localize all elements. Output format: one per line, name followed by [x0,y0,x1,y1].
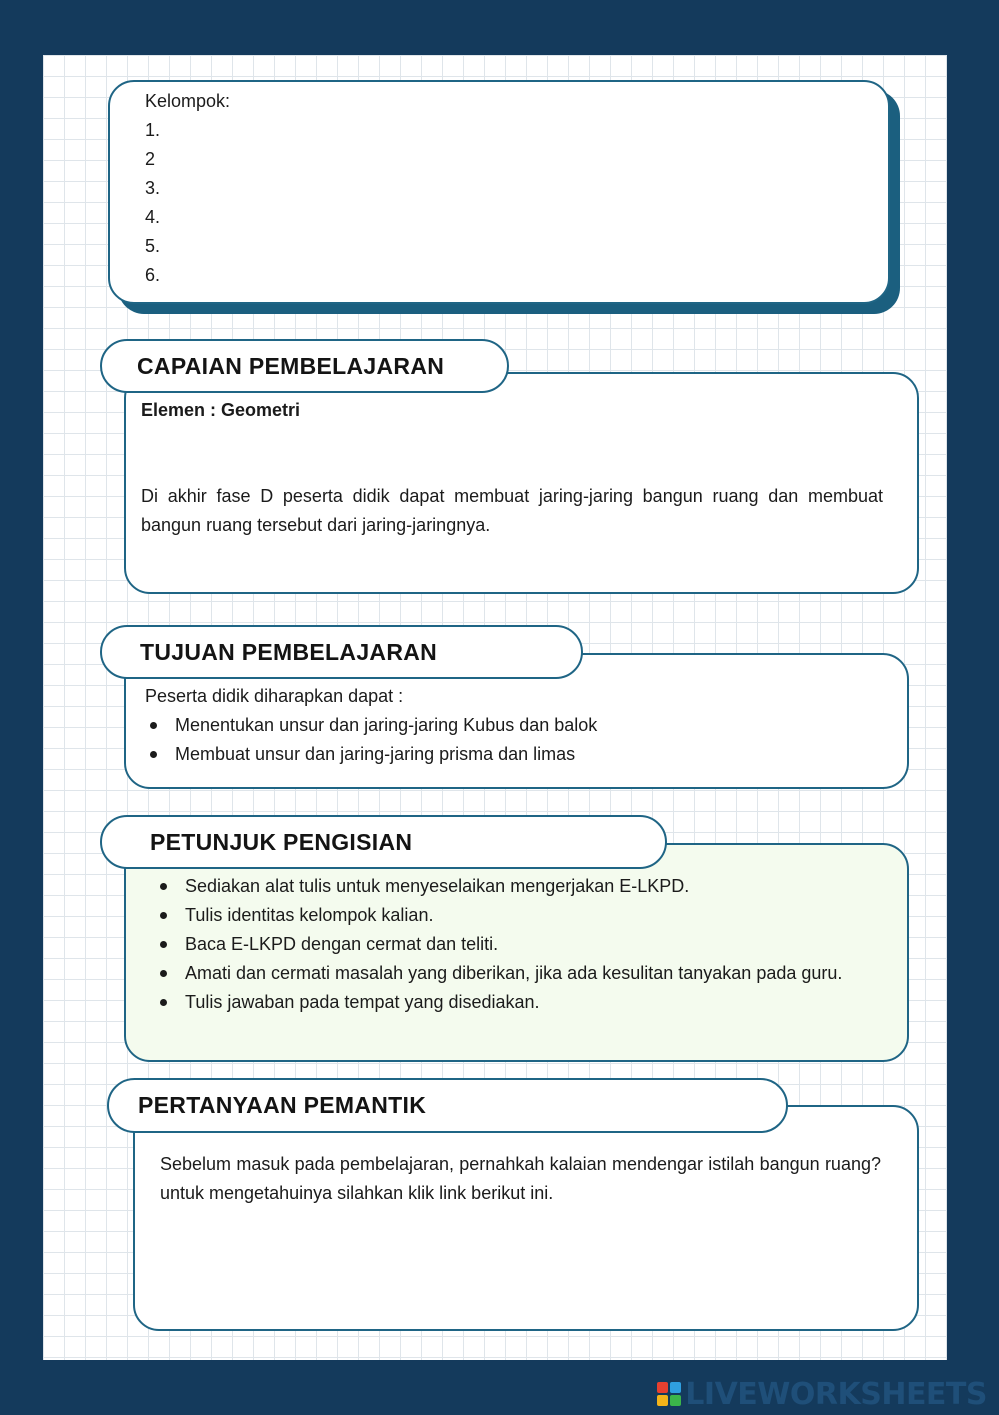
kelompok-item-4: 4. [145,207,161,227]
capaian-text: Di akhir fase D peserta didik dapat membuat jaring-jaring bangun ruang dan membuat bangun ruang tersebut dari jaring-jaringnya. [141,486,883,535]
petunjuk-item: Tulis identitas kelompok kalian. [155,901,881,930]
logo-letter-e [670,1395,681,1406]
capaian-heading [100,339,509,393]
pemantik-heading [107,1078,788,1133]
kelompok-list [145,116,160,290]
petunjuk-item: Baca E-LKPD dengan cermat dan teliti. [155,930,881,959]
capaian-elemen: Elemen : Geometri [141,400,301,420]
logo-letter-l [657,1382,668,1393]
kelompok-item-1: 1. [145,120,161,140]
kelompok-item-6: 6. [145,265,161,285]
kelompok-title: Kelompok: [145,91,231,111]
logo-letter-v [657,1395,668,1406]
liveworksheets-brand: LIVEWORKSHEETS [685,1376,987,1412]
tujuan-heading [100,625,583,679]
liveworksheets-watermark[interactable] [657,1377,987,1411]
petunjuk-item: Tulis jawaban pada tempat yang disediakan. [155,988,881,1017]
kelompok-item-3: 3. [145,178,161,198]
petunjuk-list [155,872,881,1017]
petunjuk-heading-text: PETUNJUK PENGISIAN [150,828,413,855]
petunjuk-item: Amati dan cermati masalah yang diberikan, jika ada kesulitan tanyakan pada guru. [155,959,881,988]
logo-letter-i [670,1382,681,1393]
pemantik-box [133,1105,919,1331]
tujuan-item: Membuat unsur dan jaring-jaring prisma dan limas [145,740,885,769]
pemantik-heading-text: PERTANYAAN PEMANTIK [138,1092,427,1118]
tujuan-item: Menentukan unsur dan jaring-jaring Kubus dan balok [145,711,885,740]
liveworksheets-logo-icon [657,1382,681,1406]
tujuan-heading-text: TUJUAN PEMBELAJARAN [140,638,438,665]
kelompok-item-5: 5. [145,236,161,256]
petunjuk-heading [100,815,667,869]
kelompok-item-2: 2 [145,149,156,169]
tujuan-intro: Peserta didik diharapkan dapat : [145,686,404,706]
capaian-heading-text: CAPAIAN PEMBELAJARAN [137,352,445,379]
petunjuk-item: Sediakan alat tulis untuk menyeselaikan mengerjakan E-LKPD. [155,872,881,901]
tujuan-list [145,711,885,769]
pemantik-text: Sebelum masuk pada pembelajaran, pernahkah kalaian mendengar istilah bangun ruang? untuk mengetahuinya silahkan klik link berikut ini. [160,1154,881,1203]
